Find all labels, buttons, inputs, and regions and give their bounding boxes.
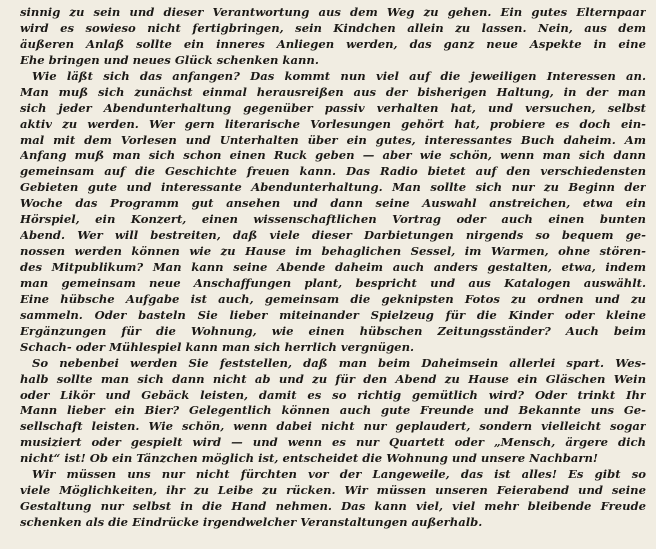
text-line: Wie läßt sich das anfangen? Das kommt nun viel auf die jeweiligen Interessen an.	[32, 68, 646, 83]
text-line: des Mitpublikum? Man kann seine Abende daheim auch anders gestalten, etwa, indem	[20, 260, 646, 274]
text-line: Gestaltung nur selbst in die Hand nehmen. Das kann viel, viel mehr bleibende Freude	[20, 499, 646, 514]
text-line: So nebenbei werden Sie feststellen, daß man beim Daheimsein allerlei spart. Wes-	[32, 355, 646, 370]
text-line: Hörspiel, ein Konzert, einen wissenschaftlichen Vortrag oder auch einen bunten	[20, 212, 646, 227]
text-line: sellschaft leisten. Wie schön, wenn dabei nicht nur geplaudert, sondern vielleicht sogar	[20, 419, 646, 434]
text-line: Ergänzungen für die Wohnung, wie einen hübschen Zeitungsständer? Auch beim	[20, 323, 646, 338]
paragraph-2	[20, 69, 646, 356]
text-line: nicht“ ist! Ob ein Tänzchen möglich ist, entscheidet die Wohnung und unsere Nachbarn!	[20, 451, 599, 466]
text-line: Anfang muß man sich schon einen Ruck geben — aber wie schön, wenn man sich dann	[20, 148, 646, 163]
text-line: Gebieten gute und interessante Abendunterhaltung. Man sollte sich nur zu Beginn der	[20, 180, 646, 195]
text-line: Woche das Programm gut ansehen und dann seine Auswahl anstreichen, etwa ein	[20, 196, 646, 211]
text-line: Eine hübsche Aufgabe ist auch, gemeinsam die geknipsten Fotos zu ordnen und zu	[20, 291, 646, 306]
text-line: sammeln. Oder basteln Sie lieber miteinander Spielzeug für die Kinder oder kleine	[20, 307, 646, 322]
text-line: sich jeder Abendunterhaltung gegenüber passiv verhalten hat, und versuchen, selbst	[20, 100, 646, 115]
text-line: viele Möglichkeiten, ihr zu Leibe zu rücken. Wir müssen unseren Feierabend und seine	[20, 483, 646, 498]
text-line: Abend. Wer will bestreiten, daß viele dieser Darbietungen nirgends so bequem ge-	[20, 228, 646, 243]
text-line: Man muß sich zunächst einmal herausreißen aus der bisherigen Haltung, in der man	[20, 84, 646, 99]
text-line: mal mit dem Vorlesen und Unterhalten über ein gutes, interessantes Buch daheim. Am	[20, 132, 646, 147]
paragraph-3	[20, 356, 646, 468]
text-line: Mann lieber ein Bier? Gelegentlich können auch gute Freunde und Bekannte uns Ge-	[20, 403, 646, 418]
text-line: nossen werden können wie zu Hause im behaglichen Sessel, im Warmen, ohne stören-	[20, 244, 646, 259]
text-line: oder Likör und Gebäck leisten, damit es so richtig gemütlich wird? Oder trinkt Ihr	[20, 387, 646, 402]
text-line: gemeinsam auf die Geschichte freuen kann. Das Radio bietet auf den verschiedensten	[20, 164, 646, 179]
text-line: Ehe bringen und neues Glück schenken kann.	[20, 52, 319, 67]
text-line: äußeren Anlaß sollte ein inneres Anliegen werden, das ganz neue Aspekte in eine	[20, 36, 646, 51]
text-line: halb sollte man sich dann nicht ab und zu für den Abend zu Hause ein Gläschen Wein	[20, 371, 646, 386]
text-line: Schach- oder Mühlespiel kann man sich herrlich vergnügen.	[20, 339, 415, 354]
text-line: sinnig zu sein und dieser Verantwortung aus dem Weg zu gehen. Ein gutes Elternpaar	[20, 5, 646, 19]
text-line: schenken als die Eindrücke irgendwelcher Veranstaltungen außerhalb.	[20, 515, 483, 529]
text-line: aktiv zu werden. Wer gern literarische Vorlesungen gehört hat, probiere es doch ein-	[20, 116, 646, 131]
text-line: Wir müssen uns nur nicht fürchten vor der Langeweile, das ist alles! Es gibt so	[32, 467, 646, 482]
text-line: musiziert oder gespielt wird — und wenn es nur Quartett oder „Mensch, ärgere dich	[20, 435, 646, 450]
text-line: man gemeinsam neue Anschaffungen plant, bespricht und aus Katalogen auswählt.	[20, 275, 646, 290]
paragraph-1	[20, 5, 646, 69]
text-line: wird es sowieso nicht fertigbringen, sein Kindchen allein zu lassen. Nein, aus dem	[20, 20, 646, 35]
paragraph-4	[20, 467, 646, 531]
